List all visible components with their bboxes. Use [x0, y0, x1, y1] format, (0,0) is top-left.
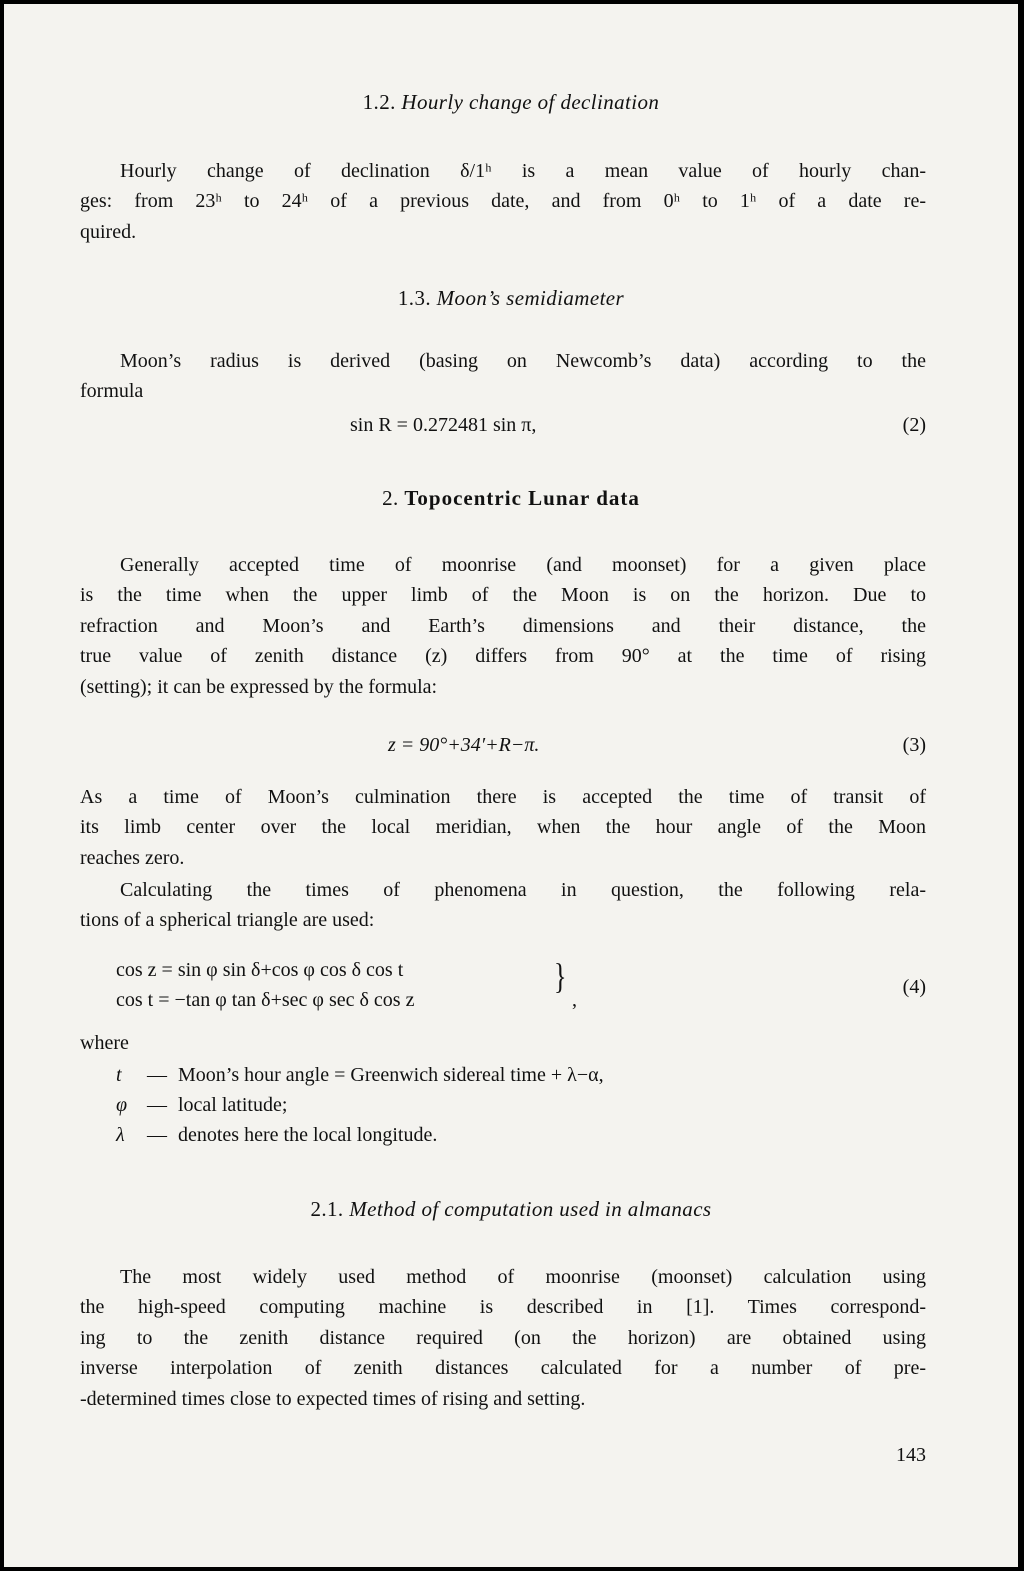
formula-3: z = 90°+34′+R−π.: [388, 734, 540, 756]
text-line: quired.: [80, 220, 137, 243]
definition-item: [116, 1094, 604, 1124]
text-line: its limb center over the local meridian, when the hour angle of the Moon: [80, 816, 926, 839]
formula-4-line-2: cos t = −tan φ tan δ+sec φ sec δ cos z: [116, 989, 415, 1011]
text-line: Calculating the times of phenomena in question, the following rela-: [120, 879, 926, 901]
text-line: true value of zenith distance (z) differs from 90° at the time of rising: [80, 645, 926, 668]
text-line: (setting); it can be expressed by the formula:: [80, 675, 438, 698]
section-number: 1.3.: [397, 286, 431, 310]
right-brace-icon: }: [554, 956, 567, 997]
text-line: As a time of Moon’s culmination there is accepted the time of transit of: [80, 786, 926, 808]
text-line: -determined times close to expected times of rising and setting.: [80, 1387, 586, 1410]
page-number: 143: [896, 1444, 926, 1466]
section-title: Method of computation used in almanacs: [349, 1197, 712, 1221]
definition-symbol: φ: [116, 1094, 128, 1116]
section-number: 2.: [382, 486, 399, 510]
definition-text: Moon’s hour angle = Greenwich sidereal time + λ−α,: [178, 1064, 604, 1086]
section-2-paragraph-3: [80, 875, 926, 936]
section-1-3-heading: [4, 286, 1018, 311]
text-line: ing to the zenith distance required (on the horizon) are obtained using: [80, 1326, 926, 1349]
formula-2: sin R = 0.272481 sin π,: [350, 414, 537, 436]
section-number: 2.1.: [310, 1197, 344, 1221]
section-2-1-heading: [4, 1197, 1018, 1222]
text-line: tions of a spherical triangle are used:: [80, 909, 375, 932]
equation-number-4: (4): [902, 976, 926, 998]
section-2-heading: [4, 486, 1018, 511]
definition-dash: —: [147, 1064, 167, 1086]
text-line: reaches zero.: [80, 846, 185, 869]
text-line: is the time when the upper limb of the Moon is on the horizon. Due to: [80, 584, 926, 607]
text-line: Generally accepted time of moonrise (and moonset) for a given place: [120, 554, 926, 576]
section-title: Hourly change of declination: [401, 90, 660, 114]
text-line: formula: [80, 380, 144, 403]
definition-symbol: λ: [116, 1124, 125, 1146]
section-2-paragraph-2: [80, 782, 926, 873]
definition-text: local latitude;: [178, 1094, 288, 1116]
section-1-3-paragraph: [80, 346, 926, 407]
definition-item: [116, 1064, 604, 1094]
section-title: Topocentric Lunar data: [404, 486, 640, 510]
section-title: Moon’s semidiameter: [436, 286, 625, 310]
definition-dash: —: [147, 1124, 167, 1146]
definition-symbol: t: [116, 1064, 122, 1086]
formula-4-line-1: cos z = sin φ sin δ+cos φ cos δ cos t: [116, 959, 404, 981]
text-line: Hourly change of declination δ/1ʰ is a mean value of hourly chan-: [120, 160, 926, 182]
text-line: the high-speed computing machine is described in [1]. Times correspond-: [80, 1296, 926, 1319]
text-line: Moon’s radius is derived (basing on Newcomb’s data) according to the: [120, 350, 926, 372]
where-label: where: [80, 1032, 129, 1054]
section-1-2-paragraph: [80, 156, 926, 247]
text-line: refraction and Moon’s and Earth’s dimensions and their distance, the: [80, 614, 926, 637]
definition-text: denotes here the local longitude.: [178, 1124, 438, 1146]
section-1-2-heading: [4, 90, 1018, 115]
definition-item: [116, 1124, 604, 1154]
equation-number-3: (3): [902, 734, 926, 756]
formula-4-comma: ,: [572, 989, 577, 1011]
section-2-1-paragraph: [80, 1262, 926, 1414]
text-line: The most widely used method of moonrise (moonset) calculation using: [120, 1266, 926, 1288]
section-number: 1.2.: [362, 90, 396, 114]
equation-number-2: (2): [902, 414, 926, 436]
definition-list: [116, 1064, 604, 1154]
text-line: ges: from 23ʰ to 24ʰ of a previous date, and from 0ʰ to 1ʰ of a date re-: [80, 190, 926, 213]
section-2-paragraph-1: [80, 550, 926, 702]
definition-dash: —: [147, 1094, 167, 1116]
text-line: inverse interpolation of zenith distances calculated for a number of pre-: [80, 1357, 926, 1380]
book-page: [4, 4, 1018, 1567]
